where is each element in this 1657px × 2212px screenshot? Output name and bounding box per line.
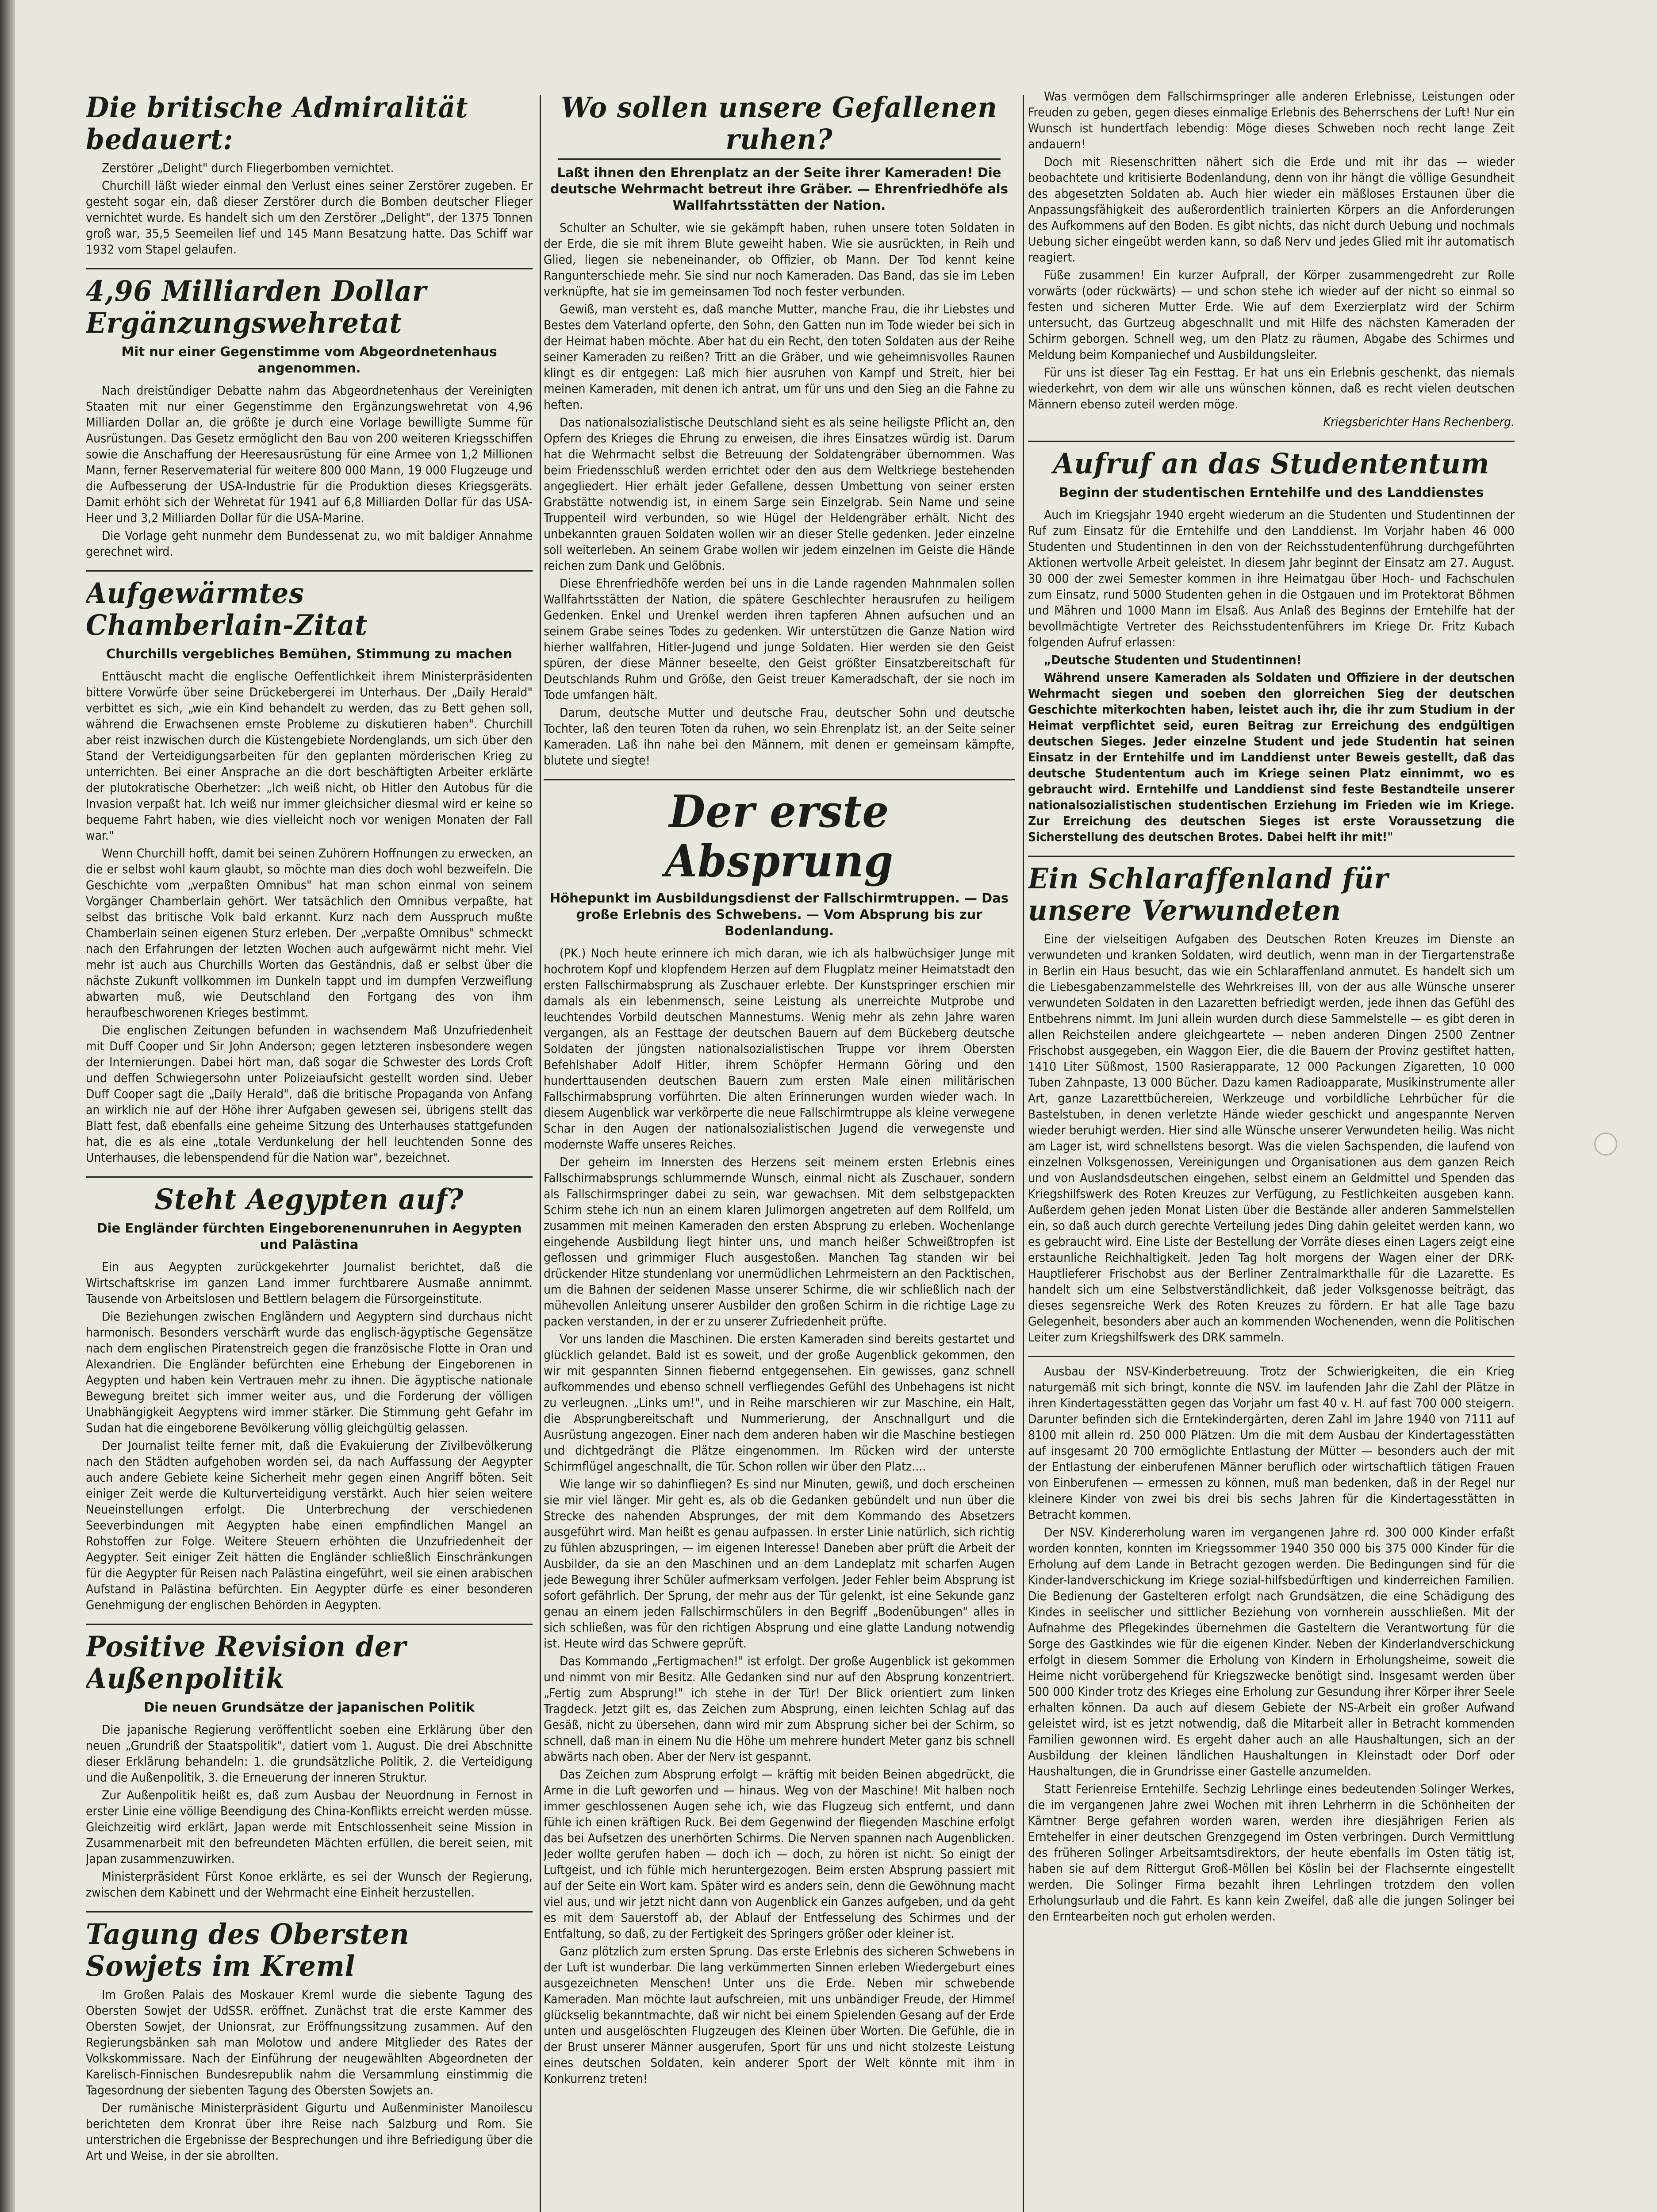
punch-hole-mark [1594, 1133, 1617, 1156]
article-paragraph: Die japanische Regierung veröffentlicht soeben eine Erklärung über den neuen „Grundriß der Staatspolitik", datiert vom 1. August. Die drei Abschnitte dieser Erklärung behandeln: 1. die grundsätzliche Politik, 2. die Verteidigung und die Außenpolitik, 3. die Erneuerung der inneren Struktur. [86, 1722, 533, 1785]
article-paragraph: Die Beziehungen zwischen Engländern und Aegyptern sind durchaus nicht harmonisch. Besonders verschärft wurde das englisch-ägyptische Gegensätze nach dem englischen Piratenstreich gegen die französische Flotte in Oran und Alexandrien. Die Engländer befürchten eine Erhebung der Eingeborenen in Aegypten und haben kein Vertrauen mehr zu ihnen. Die ägyptische nationale Bewegung breitet sich immer weiter aus, und die Forderung der völligen Unabhängigkeit Aegyptens wird immer stärker. Die Stimmung geht Gefahr im Sudan hat die eingeborene Bevölkerung völlig gleichgültig gelassen. [86, 1309, 533, 1435]
article-paragraph: Gewiß, man versteht es, daß manche Mutter, manche Frau, die ihr Liebstes und Bestes dem Vaterland opferte, den Sohn, den Gatten nun im Tode wieder bei sich in der Heimat haben möchte. Aber hat du ein Recht, den toten Soldaten aus der Reihe seiner Kameraden zu reißen? Tritt an die Gräber, und wie geheimnisvolles Raunen klingt es dir entgegen: Laß mich hier ausruhen von Kampf und Streit, hier bei meinen Kameraden, mit denen ich antrat, um für uns und den Sieg an die Fahne zu heften. [544, 302, 1015, 412]
article-paragraph: Diese Ehrenfriedhöfe werden bei uns in die Lande ragenden Mahnmalen sollen Wallfahrtsstätten der Nation, die spätere Geschlechter herausrufen zu heiligem Gedenken. Enkel und Urenkel werden ihren tapferen Ahnen aufsuchen und an seinem Grabe seines Todes zu gedenken. Wir unterstützen die Ganze Nation wird hierher wallfahren, Hitler-Jugend und junge Soldaten. Hier werden sie den Geist spüren, der diese Männer beseelte, den Geist größter Einsatzbereitschaft für Deutschlands Ruhm und Größe, den Geist treuer Kameradschaft, der sie noch im Tode umfangen hält. [544, 576, 1015, 702]
article [1028, 1356, 1515, 1924]
article-paragraph: Das nationalsozialistische Deutschland sieht es als seine heiligste Pflicht an, den Opfern des Krieges die Ehrung zu erweisen, die ihres Einsatzes würdig ist. Darum hat die Wehrmacht selbst die Betreuung der Soldatengräber übernommen. Was beim Friedensschluß werden errichtet oder den aus dem Weltkriege bestehenden angegliedert. Hier erhält jeder Gefallene, dessen Umbettung von seiner ersten Grabstätte notwendig ist, in einem Sarge sein Einzelgrab. Sein Name und seine Truppenteil wird verbunden, so wie Hügel der Heldengräber erhält. Nicht des unbekannten grauen Soldaten wollen wir an dieser Stelle gedenken. Jeder einzelne soll weiterleben. An seinem Grabe wollen wir jedem einzelnen im Geiste die Hände reichen zum Dank und Gelöbnis. [544, 415, 1015, 573]
article-divider [1028, 441, 1515, 442]
article-headline: Wo sollen unsere Gefallenen ruhen? [558, 92, 1001, 160]
article-subheadline: Die Engländer fürchten Eingeborenenunruhen in Aegypten und Palästina [96, 1221, 522, 1252]
article-bold-paragraph: Während unsere Kameraden als Soldaten und Offiziere in der deutschen Wehrmacht siegen und soeben den glorreichen Sieg der deutschen Geschichte miterkochten haben, leistet auch ihr, die ihr zum Studium in der Heimat verpflichtet seid, euren Beitrag zur Erreichung des endgültigen deutschen Sieges. Jeder einzelne Student und jede Studentin hat seinen Einsatz in der Erntehilfe und im Landdienst unter Beweis gestellt, daß das deutsche Studententum auch im Kriege seinen Platz einnimmt, wo es gebraucht wird. Erntehilfe und Landdienst sind feste Bestandteile unserer nationalsozialistischen studentischen Erziehung im Frieden wie im Kriege. Zur Erreichung des deutschen Sieges ist erste Voraussetzung die Sicherstellung des deutschen Brotes. Dabei helft ihr mit!" [1028, 670, 1515, 844]
article-divider [86, 570, 533, 572]
article-divider [1028, 1356, 1515, 1357]
article-headline: Aufgewärmtes Chamberlain-Zitat [86, 577, 368, 642]
article-paragraph: Der geheim im Innersten des Herzens seit meinem ersten Erlebnis eines Fallschirmabsprungs schlummernde Wunsch, einmal nicht als Zuschauer, sondern als Fallschirmspringer dabei zu sein, war gewachsen. Mit dem selbstgepackten Schirm stehe ich nun an einem klaren Julimorgen angetreten auf dem Rollfeld, um zusammen mit meinen Kameraden den ersten Absprung zu erleben. Wochenlange eingehende Ausbildung liegt hinter uns, und manch heißer Schweißtropfen ist geflossen und grimmiger Fluch ausgestoßen. Manchen Tag standen wir bei drückender Hitze stundenlang vor unermüdlichen Lehrmeistern an den Packtischen, um die Bahnen der seidenen Masse unserer Schirme, die wir schließlich nach der mühevollen Anleitung unserer Ausbilder den großen Schirm in die richtige Lage zu packen verstanden, in der er zu unserer Zufriedenheit prüfte. [544, 1155, 1015, 1329]
article [1028, 88, 1515, 430]
article-subheadline: Die neuen Grundsätze der japanischen Politik [144, 1700, 475, 1715]
article-paragraph: Eine der vielseitigen Aufgaben des Deutschen Roten Kreuzes im Dienste an verwundeten und kranken Soldaten, wird deutlich, wenn man in der Tiergartenstraße in Berlin ein Haus besucht, das wie ein Schlaraffenland anmutet. Es handelt sich um die Liebesgabenzammelstelle des Wehrkreises III, von der aus alle Wünsche unserer verwundeten Soldaten in den Lazaretten befriedigt werden, jede ihnen das Gefühl des Entbehrens nimmt. Im Juni allein wurden durch diese Sammelstelle — es gibt deren in allen Reichsteilen andere gleichgeartete — neben anderen Dingen 2500 Zentner Frischobst ausgegeben, ein Waggon Eier, die die Bauern der Provinz gestiftet hatten, 1410 Liter Süßmost, 1500 Rasierapparate, 12 000 Packungen Zigaretten, 10 000 Tuben Zahnpaste, 13 000 Bücher. Dazu kamen Radioapparate, Musikinstrumente aller Art, ganze Lazarettbüchereien, Werkzeuge und vorbildliche Lehrbücher für die Bastelstuben, in denen verletzte Hände wieder geschickt und angespannte Nerven wieder beruhigt werden. Hier sind alle Wünsche unserer Verwundeten heilig. Was nicht am Lager ist, wird schnellstens besorgt. Was die vielen Sachspenden, die laufend von einzelnen Volksgenossen, Vereinigungen und Organisationen aus dem ganzen Reich und von Auslandsdeutschen eingehen, selbst einem an Geldmittel und Spenden das Kriegshilfswerk des Roten Kreuzes zur Verfügung, zu Festlichkeiten ausgeben kann. Außerdem gehen jeden Monat Listen über die Bestände aller anderen Sammelstellen ein, so daß auch durch gerechte Verteilung jedes Ding dahin geleitet werden kann, wo es gebraucht wird. Eine Liste der Bestellung der Vorräte dieses einen Lagers zeigt eine erstaunliche Reichhaltigkeit. Jeden Tag holt morgens der Wagen einer der DRK-Hauptlieferer Frischobst aus der Berliner Zentralmarkthalle für die Lazarette. Es handelt sich um eine Selbstverständlichkeit, daß jeder Volksgenosse beiträgt, das dieses segensreiche Werk des Roten Kreuzes zu fördern. Er hat alle Tage bazu Gelegenheit, besonders aber auch an kommenden Wochenenden, wenn die Politischen Leiter zum Kriegshilfswerk des DRK sammeln. [1028, 932, 1515, 1344]
article-paragraph: Für uns ist dieser Tag ein Festtag. Er hat uns ein Erlebnis geschenkt, das niemals wiederkehrt, von dem wir alle uns wünschen können, daß es recht vielen deutschen Männern ebenso zuteil werden möge. [1028, 365, 1515, 411]
article-headline: Die britische Admiralität bedauert: [86, 91, 468, 156]
article-paragraph: Im Großen Palais des Moskauer Kreml wurde die siebente Tagung des Obersten Sowjet der UdSSR. eröffnet. Zunächst trat die erste Kammer des Obersten Sowjet, der Unionsrat, zur Eröffnungssitzung zusammen. Auf den Regierungsbänken sah man Molotow und andere Mitglieder des Rates der Volkskommissare. Nach der Einführung der neugewählten Abgeordneten der Karelisch-Finnischen Bundesrepublik nahm die Versammlung einstimmig die Tagesordnung der siebenten Tagung des Obersten Sowjets an. [86, 1987, 533, 2097]
article-paragraph: Doch mit Riesenschritten nähert sich die Erde und mit ihr das — wieder beobachtete und kritisierte Bodenlandung, denn von ihr hängt die völlige Gesundheit des abgesetzten Soldaten ab. Auch hier wieder ein mäßloses Erstaunen über die Anpassungsfähigkeit des außerordentlich trainierten Körpers an die Anforderungen des Aufkommens auf den Boden. Es gibt nichts, das nicht durch Uebung und nochmals Uebung sicher eingeübt werden kann, so daß Nerv und jedes Glied mit ihr automatisch reagiert. [1028, 154, 1515, 265]
article-paragraph: (PK.) Noch heute erinnere ich mich daran, wie ich als halbwüchsiger Junge mit hochrotem Kopf und klopfendem Herzen auf dem Flugplatz meiner Heimatstadt den ersten Fallschirmabsprung als Zuschauer erlebte. Der Kunstspringer erschien mir damals als ein lebenmensch, seine Leistung als unerreichte Mutprobe und leuchtendes Vorbild deutschen Mannestums. Wenig mehr als zehn Jahre waren vergangen, als an Festtage der deutschen Bauern auf dem Bückeberg deutsche Soldaten der jüngsten nationalsozialistischen Truppe vor ihrem Obersten Befehlshaber Adolf Hitler, ihrem Schöpfer Hermann Göring und den hunderttausenden deutschen Bauern zum ersten Male einen militärischen Fallschirmabsprung vorführten. Die alten Erinnerungen wurden wieder wach. In diesem Augenblick war verkörperte die neue Fallschirmtruppe als kleine verwegene Schar in den Augen der nationalsozialistischen Jugend die verwegenste und modernste Waffe unseres Reiches. [544, 946, 1015, 1152]
article-divider [86, 268, 533, 269]
article-divider [86, 1911, 533, 1912]
column-rule [540, 95, 541, 2212]
article-paragraph: Zerstörer „Delight" durch Fliegerbomben vernichtet. [102, 161, 394, 175]
column-right [1028, 88, 1515, 2212]
article-headline: Positive Revision der Außenpolitik [86, 1630, 407, 1695]
article-paragraph: Ganz plötzlich zum ersten Sprung. Das erste Erlebnis des sicheren Schwebens in der Luft ist wunderbar. Die lang verkümmerten Sinnen erleben Wiedergeburt eines ausgezeichneten Menschen! Unter uns die Erde. Neben mir schwebende Kameraden. Man möchte laut aufschreien, mit uns unbändiger Freude, der Himmel glückselig bekanntmachte, daß wir nicht bei einem Spielenden Gesang auf der Erde unten und ausgelöschten Flugzeugen des Kleinen über Worten. Die Gefühle, die in der Brust unserer Männer ausgerufen, Sport für uns und nicht stolzeste Leistung eines deutschen Soldaten, kein anderer Sport der Welt könnte mit ihm in Konkurrenz treten! [544, 1944, 1015, 2086]
article-paragraph: Auch im Kriegsjahr 1940 ergeht wiederum an die Studenten und Studentinnen der Ruf zum Einsatz für die Erntehilfe und den Landdienst. Im Vorjahr haben 46 000 Studenten und Studentinnen in den von der Reichsstudentenführung durchgeführten Aktionen wertvolle Arbeit geleistet. In diesem Jahr beginnt der Einsatz am 27. August. 30 000 der zwei Semester kommen in ihre Heimatgau über Hoch- und Fachschulen zum Einsatz, rund 5000 Studenten gehen in die Ostgauen und im Protektorat Böhmen und Mähren und 1000 Mann im Elsaß. Aus Anlaß des Beginns der Erntehilfe hat der bevollmächtigte Vertreter des Reichsstudentenführers im Kriege Dr. Fritz Kubach folgenden Aufruf erlassen: [1028, 507, 1515, 649]
article-paragraph: Der NSV. Kindererholung waren im vergangenen Jahre rd. 300 000 Kinder erfaßt worden konnten, konnten im Kriegssommer 1940 350 000 bis 375 000 Kinder für die Erholung auf dem Lande in Betracht gezogen werden. Die Bedingungen sind für die Kinder-landverschickung im Kriege sozial-hilfsbedürftigen und kinderreichen Familien. Die Bedienung der Gastelteren erfolgt nach Grundsätzen, die eine Schädigung des Kindes in seelischer und sittlicher Beziehung von vornherein ausschließen. Mit der Aufnahme des Pflegekindes übernehmen die Gasteltern die Verantwortung für die Sorge des Gastkindes wie für die eigenen Kinder. Neben der Kinderlandverschickung erfolgt in diesem Sommer die Erholung von Kindern in Erholungsheime, soweit die Heime nicht vorübergehend für Kriegszwecke benötigt sind. Insgesamt werden über 500 000 Kinder trotz des Krieges eine Erholung zur Gesundung ihrer Körper ihrer Seele erhalten können. Da auch auf diesem Gebiete der NS-Arbeit ein großer Aufwand geleistet wird, ist es jetzt notwendig, daß die Mitarbeit aller in Betracht kommenden Familien gewonnen wird. Es ergeht daher auch an alle Haushaltungen, sich an der Ausbildung der kleinen ländlichen Haushaltungen in Kleinstadt oder Dorf oder Haushaltungen, die in Grundrisse einer Gastelle anzumelden. [1028, 1525, 1515, 1778]
article-paragraph: Ein aus Aegypten zurückgekehrter Journalist berichtet, daß die Wirtschaftskrise im ganzen Land immer furchtbarere Ausmaße annimmt. Tausende von Arbeitslosen und Bettlern belagern die Fürsorgeinstitute. [86, 1260, 533, 1306]
article-byline: Kriegsberichter Hans Rechenberg. [1323, 415, 1515, 429]
article-paragraph: Churchill läßt wieder einmal den Verlust eines seiner Zerstörer zugeben. Er gesteht sogar ein, daß dieser Zerstörer durch die Bomben deutscher Flieger vernichtet wurde. Es handelt sich um den Zerstörer „Delight", der 1375 Tonnen groß war, 35,5 Seemeilen lief und 145 Mann Besatzung hatte. Das Schiff war 1932 vom Stapel gelaufen. [86, 178, 533, 257]
article-divider [544, 779, 1015, 780]
column-rule [1023, 95, 1024, 2212]
article-paragraph: Füße zusammen! Ein kurzer Aufprall, der Körper zusammengedreht zur Rolle vorwärts (oder rückwärts) — und schon stehe ich wieder auf der nicht so einmal so festen und sicheren Mutter Erde. Wie auf dem Exerzierplatz wird der Schirm untersucht, das Gurtzeug abgeschnallt und mit Hilfe des nächsten Kameraden der Schirm geborgen. Schnell weg, um den Platz zu räumen, Abgabe des Schirmes und Meldung beim Kompaniechef und Ausbildungsleiter. [1028, 268, 1515, 362]
article-paragraph: Das Zeichen zum Absprung erfolgt — kräftig mit beiden Beinen abgedrückt, die Arme in die Luft geworfen und — hinaus. Weg von der Maschine! Mit halben noch immer geschlossenen Augen sehe ich, wie das Flugzeug sich entfernt, und dann fühle ich einen kräftigen Ruck. Bei dem Gegenwind der fliegenden Maschine erfolgt das bei Aufsetzen des unerhörten Schirms. Die Nerven spannen nach Augenblicken. Jeder wollte gerufen haben — doch ich — doch, zu hören ist nicht. So einigt der Luftgeist, und ich fühle mich heruntergezogen. Beim ersten Absprung passiert mit auf der Seite ein Wort kam. Später wird es anders sein, denn die Gewöhnung macht viel aus, und wir jetzt nicht dann von Augenblick ein Ganzes aufgeben, und da geht es mit dem Sauerstoff ab, der Ablauf der Entfesselung des Schirmes und der Entfaltung, so daß, zu der Fertigkeit des Springers größer oder kleiner ist. [544, 1767, 1015, 1941]
article-divider [86, 1176, 533, 1178]
article-headline: Tagung des Obersten Sowjets im Kreml [86, 1918, 410, 1983]
article [1028, 856, 1515, 1345]
article-paragraph: Was vermögen dem Fallschirmspringer alle anderen Erlebnisse, Leistungen oder Freuden zu geben, gegen dieses einmalige Erlebnis des Beherrschens der Luft! Nur ein Wunsch ist hundertfach lebendig: Möge dieses Schweben noch recht lange Zeit andauern! [1028, 89, 1515, 151]
article-paragraph: Die Vorlage geht nunmehr dem Bundessenat zu, wo mit baldiger Annahme gerechnet wird. [86, 528, 533, 559]
article [544, 92, 1015, 768]
article-headline: 4,96 Milliarden Dollar Ergänzungswehretat [86, 275, 427, 340]
article-headline: Aufruf an das Studententum [1053, 447, 1490, 480]
article-subheadline: Laßt ihnen den Ehrenplatz an der Seite ihrer Kameraden! Die deutsche Wehrmacht betreut ihre Gräber. — Ehrenfriedhöfe als Wallfahrtsstätten der Nation. [550, 165, 1009, 213]
article-headline: Der erste Absprung [665, 785, 894, 887]
newspaper-page [15, 0, 1657, 2212]
article-headline: Steht Aegypten auf? [154, 1183, 464, 1216]
article-paragraph: Ausbau der NSV-Kinderbetreuung. Trotz der Schwierigkeiten, die ein Krieg naturgemäß mit sich bringt, konnte die NSV. im laufenden Jahr die Zahl der Plätze in ihren Kindertagesstätten gegen das Vorjahr um fast 40 v. H. auf fast 700 000 steigern. Darunter befinden sich die Erntekindergärten, deren Zahl im Jahre 1940 von 7111 auf 8100 mit allein rd. 250 000 Plätzen. Um die mit dem Ausbau der Kindertagesstätten auf insgesamt 20 700 ermöglichte Entlastung der Mütter — besonders auch der mit der Entlastung der einberufenen Männer beruflich oder wirtschaftlich tätigen Frauen von Einberufenen — ermessen zu können, muß man bedenken, daß in der Regel nur kleinere Kinder von zwei bis drei bis sechs Jahren für die Kindertagesstätten in Betracht kommen. [1028, 1364, 1515, 1522]
article-paragraph: Vor uns landen die Maschinen. Die ersten Kameraden sind bereits gestartet und glücklich gelandet. Bald ist es soweit, und der große Augenblick gekommen, den wir mit gespannten Sinnen fiebernd entgegensehen. Ein gewisses, ganz schnell aufkommendes und ebenso schnell verfliegendes Gefühl des Unbehagens ist nicht zu verleugnen. „Links um!", und in Reihe marschieren wir zur Maschine, ein Halt, die Absprungbereitschaft und Nummerierung, der Anschnallgurt und die Ausrüstung angezogen. Einer nach dem anderen haben wir die Maschine bestiegen und dichtgedrängt die Plätze eingenommen. Im Rücken wird der unterste Schirmflügel angeschnallt, die Tür. Schon rollen wir über den Platz.... [544, 1332, 1015, 1474]
article-paragraph: Zur Außenpolitik heißt es, daß zum Ausbau der Neuordnung in Fernost in erster Linie eine völlige Beendigung des China-Konflikts erreicht werden müsse. Gleichzeitig wird erklärt, Japan werde mit Entschlossenheit seine Mission in Zusammenarbeit mit den befreundeten Mächten erfüllen, die bereit seien, mit Japan zusammenzuwirken. [86, 1788, 533, 1866]
article-subheadline: Höhepunkt im Ausbildungsdienst der Fallschirmtruppen. — Das große Erlebnis des Schwebens. — Vom Absprung bis zur Bodenlandung. [549, 891, 1009, 938]
article-paragraph: Wenn Churchill hofft, damit bei seinen Zuhörern Hoffnungen zu erwecken, an die er selbst wohl kaum glaubt, so möchte man dies doch wohl bezweifeln. Die Geschichte vom „verpaßten Omnibus" hat man schon einmal von seinem Vorgänger Chamberlain gehört. Wer tatsächlich den Omnibus verpaßte, hat selbst das britische Volk bald erkannt. Kurz nach dem Ausspruch mußte Chamberlain seinen eigenen Sturz erleben. Der „verpaßte Omnibus" schmeckt nach den Erfahrungen der letzten Wochen auch aufgewärmt nicht mehr. Viel mehr ist auch aus Churchills Worten das Geständnis, daß er selbst über die nächste Zukunft vollkommen im Dunkeln tappt und im dumpfen Verzweiflung abwarten muß, wie Deutschland den Fortgang des von ihm heraufbeschworenen Krieges bestimmt. [86, 846, 533, 1020]
article [544, 779, 1015, 2087]
article-paragraph: Schulter an Schulter, wie sie gekämpft haben, ruhen unsere toten Soldaten in der Erde, die sie mit ihrem Blute geweiht haben. Wie sie ausrückten, in Reih und Glied, liegen sie nebeneinander, ob Offizier, ob Mann. Der Tod kennt keine Rangunterschiede mehr. Sie sind nur noch Kameraden. Das Band, das sie im Leben verknüpfte, hat sie im gemeinsamen Tod noch fester verbunden. [544, 220, 1015, 299]
page-edge [0, 0, 15, 2212]
article-subheadline: Beginn der studentischen Erntehilfe und des Landdienstes [1059, 485, 1484, 500]
article [86, 1911, 533, 2164]
article-subheadline: Mit nur einer Gegenstimme vom Abgeordnetenhaus angenommen. [121, 344, 497, 376]
article-paragraph: Der rumänische Ministerpräsident Gigurtu und Außenminister Manoilescu berichteten dem Kronrat über ihre Reise nach Salzburg und Rom. Sie unterstrichen die Ergebnisse der Besprechungen und ihre Befriedigung über die Art und Weise, in der sie abrollten. [86, 2101, 533, 2163]
article-paragraph: Das Kommando „Fertigmachen!" ist erfolgt. Der große Augenblick ist gekommen und nimmt von mir Besitz. Alle Gedanken sind nur auf den Absprung konzentriert. „Fertig zum Absprung!" ich stehe in der Tür! Der Blick orientiert zum linken Tragdeck. Jetzt gilt es, das Zeichen zum Absprung, einen leichten Schlag auf das Gesäß, nicht zu übersehen, dann wird mir zum Absprung sicher bei der Schirm, so schnell, daß man in einem Nu die Höhe um mehrere hundert Meter ganz bis schnell abwärts nach oben. Aber der Nerv ist gespannt. [544, 1654, 1015, 1764]
article-paragraph: Enttäuscht macht die englische Oeffentlichkeit ihrem Ministerpräsidenten bittere Vorwürfe über seine Drückebergerei im Unterhaus. Der „Daily Herald" verbittet es sich, „wie ein Kind behandelt zu werden, das zu Bett gehen soll, während die Erwachsenen ernste Probleme zu diskutieren haben". Churchill aber reist inzwischen durch die Küstengebiete Nordenglands, um sich über den Stand der Verteidigungsarbeiten für den geplanten mörderischen Krieg zu unterrichten. Bei einer Ansprache an die dort beschäftigten Arbeiter erklärte der plutokratische Oberhetzer: „Ich weiß nicht, ob Hitler den Autobus für die Invasion verpaßt hat. Ich weiß nur immer gleichsicher diesmal wird er keine so bequeme Fahrt haben, wie dies vielleicht noch vor wenigen Monaten der Fall war." [86, 669, 533, 843]
article-subheadline: Churchills vergebliches Bemühen, Stimmung zu machen [106, 646, 513, 661]
article-paragraph: Ministerpräsident Fürst Konoe erklärte, es sei der Wunsch der Regierung, zwischen dem Kabinett und der Wehrmacht eine Einheit herzustellen. [86, 1869, 533, 1900]
column-left [86, 88, 533, 2212]
article [86, 1176, 533, 1613]
article-divider [86, 1624, 533, 1625]
article-bold-paragraph: „Deutsche Studenten und Studentinnen! [1044, 653, 1302, 667]
article-paragraph: Der Journalist teilte ferner mit, daß die Evakuierung der Zivilbevölkerung nach den Städten aufgehoben worden sei, da nach Auffassung der Aegypter auch andere Gebiete keine Sicherheit mehr gegen einen Angriff böten. Seit einiger Zeit werde die Kulturverteidigung verstärkt. Auch hier seien weitere Neueinstellungen erfolgt. Die Unterbrechung der verschiedenen Seeverbindungen mit Aegypten habe einen empfindlichen Mangel an Rohstoffen zur Folge. Weitere Steuern erhöhten die Unzufriedenheit der Aegypter. Seit einiger Zeit hätten die Engländer schließlich Einschränkungen für die Aegypter für Reisen nach Palästina eingeführt, weil sie einen arabischen Aufstand in Palästina befürchten. Ein Aegypter dürfe es einer besonderen Genehmigung der englischen Behörden in Aegypten. [86, 1438, 533, 1612]
article [1028, 441, 1515, 845]
article-paragraph: Darum, deutsche Mutter und deutsche Frau, deutscher Sohn und deutsche Tochter, laß den teuren Toten da ruhen, wo sein Ehrenplatz ist, an der Seite seiner Kameraden. Laß ihn nahe bei den Männern, mit denen er gemeinsam kämpfte, blutete und siegte! [544, 705, 1015, 768]
article-headline: Ein Schlaraffenland für unsere Verwundeten [1028, 862, 1389, 927]
article [86, 570, 533, 1166]
article-paragraph: Die englischen Zeitungen befunden in wachsendem Maß Unzufriedenheit mit Duff Cooper und Sir John Anderson; gegen letzteren insbesondere wegen der Internierungen. Dabei hört man, daß sogar die Schwester des Lords Croft und deffen Schwiegersohn unter Polizeiaufsicht gestellt worden sind. Ueber Duff Cooper sagt die „Daily Herald", daß die britische Propaganda von Anfang an wirklich nie auf der Höhe ihrer Aufgaben gewesen sei, übrigens stellt das Blatt fest, daß ebenfalls eine geheime Sitzung des Unterhauses stattgefunden hat, die es als eine „totale Verdunkelung der hell leuchtenden Sonne des Unterhauses, die lebenspendend für die Nation war", bezeichnet. [86, 1023, 533, 1165]
column-middle [544, 88, 1015, 2212]
article-paragraph: Wie lange wir so dahinfliegen? Es sind nur Minuten, gewiß, und doch erscheinen sie mir viel länger. Mir geht es, als ob die Gedanken gebündelt und nun über die Strecke des nahenden Absprunges, der mit dem Kommando des Absetzers ausgeführt wird. Man heißt es genau aufpassen. In erster Linie natürlich, sich richtig zu fühlen abzuspringen, — im eigenen Interesse! Daneben aber prüft die Arbeit der Ausbilder, da sie an den Maschinen und an dem Landeplatz mit scharfen Augen jede Bewegung ihrer Schüler aufmerksam verfolgen. Jeder Fehler beim Absprung ist sofort gefährlich. Der Sprung, der mehr aus der Tür gelenkt, ist eine Sekunde ganz genau an einem jeden Fallschirmschülers in den Begriff „Bodenübungen" alles in sich schließen, was für den richtigen Absprung und eine glatte Landung notwendig ist. Heute wird das Schwere geprüft. [544, 1477, 1015, 1651]
article [86, 92, 533, 257]
article-paragraph: Statt Ferienreise Erntehilfe. Sechzig Lehrlinge eines bedeutenden Solinger Werkes, die im vergangenen Jahre zwei Wochen mit ihren Lehrherrn in die Schönheiten der Kärntner Berge gefahren worden waren, werden ihre diesjährigen Ferien als Erntehelfer in einer deutschen Grenzgegend im Osten verbringen. Durch Vermittlung des früheren Solinger Arbeitsamtsdirektors, der heute ebenfalls im Osten tätig ist, haben sie auf dem Rittergut Groß-Möllen bei Köslin bei der Flachsernte eingestellt werden. Die Solinger Firma bezahlt ihren Lehrlingen trotzdem den vollen Erholungsurlaub und die Fahrt. Es kann kein Zweifel, daß alle die jungen Solinger bei den Erntearbeiten noch gut erholen werden. [1028, 1782, 1515, 1924]
article-paragraph: Nach dreistündiger Debatte nahm das Abgeordnetenhaus der Vereinigten Staaten mit nur einer Gegenstimme den Ergänzungswehretat von 4,96 Milliarden Dollar an, die größte je durch eine Vorlage bewilligte Summe für Ausrüstungen. Das Gesetz ermöglicht den Bau von 200 weiteren Kriegsschiffen sowie die Anschaffung der Heeresausrüstung für eine Armee von 1,2 Millionen Mann, ferner Reservematerial für weitere 800 000 Mann, 19 000 Flugzeuge und die Aufbesserung der USA-Industrie für die Produktion dieses Kriegsgeräts. Damit erhöht sich der Wehretat für 1941 auf 6,8 Milliarden Dollar für das USA-Heer und 3,2 Milliarden Dollar für die USA-Marine. [86, 383, 533, 525]
article [86, 268, 533, 560]
article [86, 1624, 533, 1901]
article-divider [1028, 856, 1515, 857]
